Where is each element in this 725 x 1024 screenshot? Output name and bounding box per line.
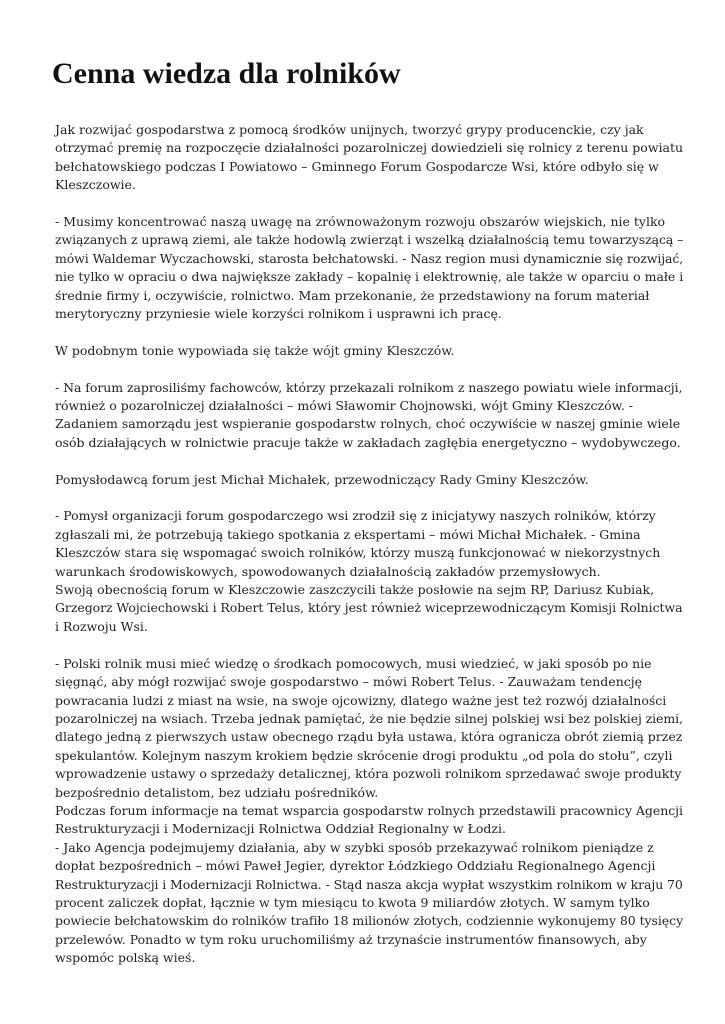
text-line: mówi Waldemar Wyczachowski, starosta bełchatowski. - Nasz region musi dynamicznie się rozwijać,: [55, 250, 684, 266]
article-paragraph: [55, 121, 683, 195]
text-line: osób działających w rolnictwie pracuje także w zakładach zagłębia energetyczno – wydobywczego.: [55, 434, 681, 450]
article-body: [55, 121, 683, 986]
text-line: Pomysłodawcą forum jest Michał Michałek, przewodniczący Rady Gminy Kleszczów.: [55, 471, 589, 487]
text-line: Kleszczowie.: [55, 177, 136, 193]
text-line: Podczas forum informacje na temat wsparcia gospodarstw rolnych przedstawili pracownicy Agencji: [55, 802, 683, 818]
text-line: i Rozwoju Wsi.: [55, 618, 148, 634]
article-paragraph: [55, 213, 683, 323]
text-line: zgłaszali mi, że potrzebują takiego spotkania z ekspertami – mówi Michał Michałek. - Gmina: [55, 526, 641, 542]
article-paragraph: [55, 379, 683, 453]
text-line: dopłat bezpośrednich – mówi Paweł Jegier, dyrektor Łódzkiego Oddziału Regionalnego Agencji: [55, 858, 656, 874]
article-paragraph: [55, 655, 683, 968]
text-line: - Na forum zaprosiliśmy fachowców, którzy przekazali rolnikom z naszego powiatu wiele informacji,: [55, 379, 683, 395]
text-line: otrzymać premię na rozpoczęcie działalności pozarolniczej dowiedzieli się rolnicy z terenu powiatu: [55, 140, 684, 156]
text-line: średnie firmy i, oczywiście, rolnictwo. Mam przekonanie, że przedstawiony na forum materiał: [55, 287, 650, 303]
article-paragraph: [55, 507, 683, 636]
text-line: powracania ludzi z miast na wsie, na swoje ojcowizny, dlatego ważne jest też rozwój działalności: [55, 692, 667, 708]
text-line: wprowadzenie ustawy o sprzedaży detalicznej, która pozwoli rolnikom sprzedawać swoje produkty: [55, 766, 682, 782]
text-line: Jak rozwijać gospodarstwa z pomocą środków unijnych, tworzyć grypy producenckie, czy jak: [55, 122, 644, 137]
text-line: warunkach środowiskowych, spowodowanych działalnością zakładów przemysłowych.: [55, 563, 601, 579]
text-line: również o pozarolniczej działalności – mówi Sławomir Chojnowski, wójt Gminy Kleszczów. -: [55, 398, 633, 414]
text-line: dlatego jedną z pierwszych ustaw obecnego rządu była ustawa, która ogranicza obrót ziemią przez: [55, 729, 683, 745]
text-line: - Jako Agencja podejmujemy działania, aby w szybki sposób przekazywać rolnikom pieniądze z: [55, 839, 654, 855]
text-line: wspomóc polską wieś.: [55, 950, 196, 966]
text-line: - Musimy koncentrować naszą uwagę na zrównoważonym rozwoju obszarów wiejskich, nie tylko: [55, 214, 666, 230]
text-line: związanych z uprawą ziemi, ale także hodowlą zwierząt i wszelką działalnością temu towarzyszącą –: [55, 232, 684, 248]
text-line: Restrukturyzacji i Modernizacji Rolnictwa. - Stąd nasza akcja wypłat wszystkim rolnikom w kraju 70: [55, 876, 683, 892]
text-line: - Polski rolnik musi mieć wiedzę o środkach pomocowych, musi wiedzieć, w jaki sposób po nie: [55, 655, 652, 671]
text-line: Restrukturyzacji i Modernizacji Rolnictwa Oddział Regionalny w Łodzi.: [55, 821, 506, 837]
text-line: spekulantów. Kolejnym naszym krokiem będzie skrócenie drogi produktu „od pola do stołu”, czyli: [55, 747, 673, 763]
text-line: bełchatowskiego podczas I Powiatowo – Gminnego Forum Gospodarcze Wsi, które odbyło się w: [55, 158, 659, 174]
text-line: bezpośrednio detalistom, bez udziału pośredników.: [55, 784, 379, 800]
text-line: nie tylko w opraciu o dwa największe zakłady – kopalnię i elektrownię, ale także w oparciu o małe i: [55, 269, 684, 285]
article-title: Cenna wiedza dla rolników: [52, 57, 401, 90]
article-paragraph: [55, 471, 683, 489]
text-line: W podobnym tonie wypowiada się także wójt gminy Kleszczów.: [55, 342, 455, 358]
text-line: procent zaliczek dopłat, łącznie w tym miesiącu to kwota 9 miliardów złotych. W samym tylko: [55, 894, 650, 910]
text-line: sięgnąć, aby mógł rozwijać swoje gospodarstwo – mówi Robert Telus. - Zauważam tendencję: [55, 674, 643, 690]
text-line: przelewów. Ponadto w tym roku uruchomiliśmy aż trzynaście instrumentów finansowych, aby: [55, 931, 647, 947]
text-line: pozarolniczej na wsiach. Trzeba jednak pamiętać, że nie będzie silnej polskiej wsi bez polskiej ziemi,: [55, 710, 683, 726]
text-line: powiecie bełchatowskim do rolników trafiło 18 milionów złotych, codziennie wykonujemy 80 tysięcy: [55, 913, 684, 929]
article-paragraph: [55, 342, 683, 360]
text-line: merytoryczny przyniesie wiele korzyści rolnikom i usprawni ich pracę.: [55, 306, 502, 322]
text-line: Swoją obecnością forum w Kleszczowie zaszczycili także posłowie na sejm RP, Dariusz Kubiak,: [55, 582, 655, 598]
text-line: Zadaniem samorządu jest wspieranie gospodarstw rolnych, choć oczywiście w naszej gminie wiele: [55, 416, 681, 432]
text-line: - Pomysł organizacji forum gospodarczego wsi zrodził się z inicjatywy naszych rolników, którzy: [55, 508, 656, 524]
text-line: Kleszczów stara się wspomagać swoich rolników, którzy muszą funkcjonować w niekorzystnych: [55, 545, 661, 561]
text-line: Grzegorz Wojciechowski i Robert Telus, który jest również wiceprzewodniczącym Komisji Rolnictwa: [55, 600, 683, 616]
